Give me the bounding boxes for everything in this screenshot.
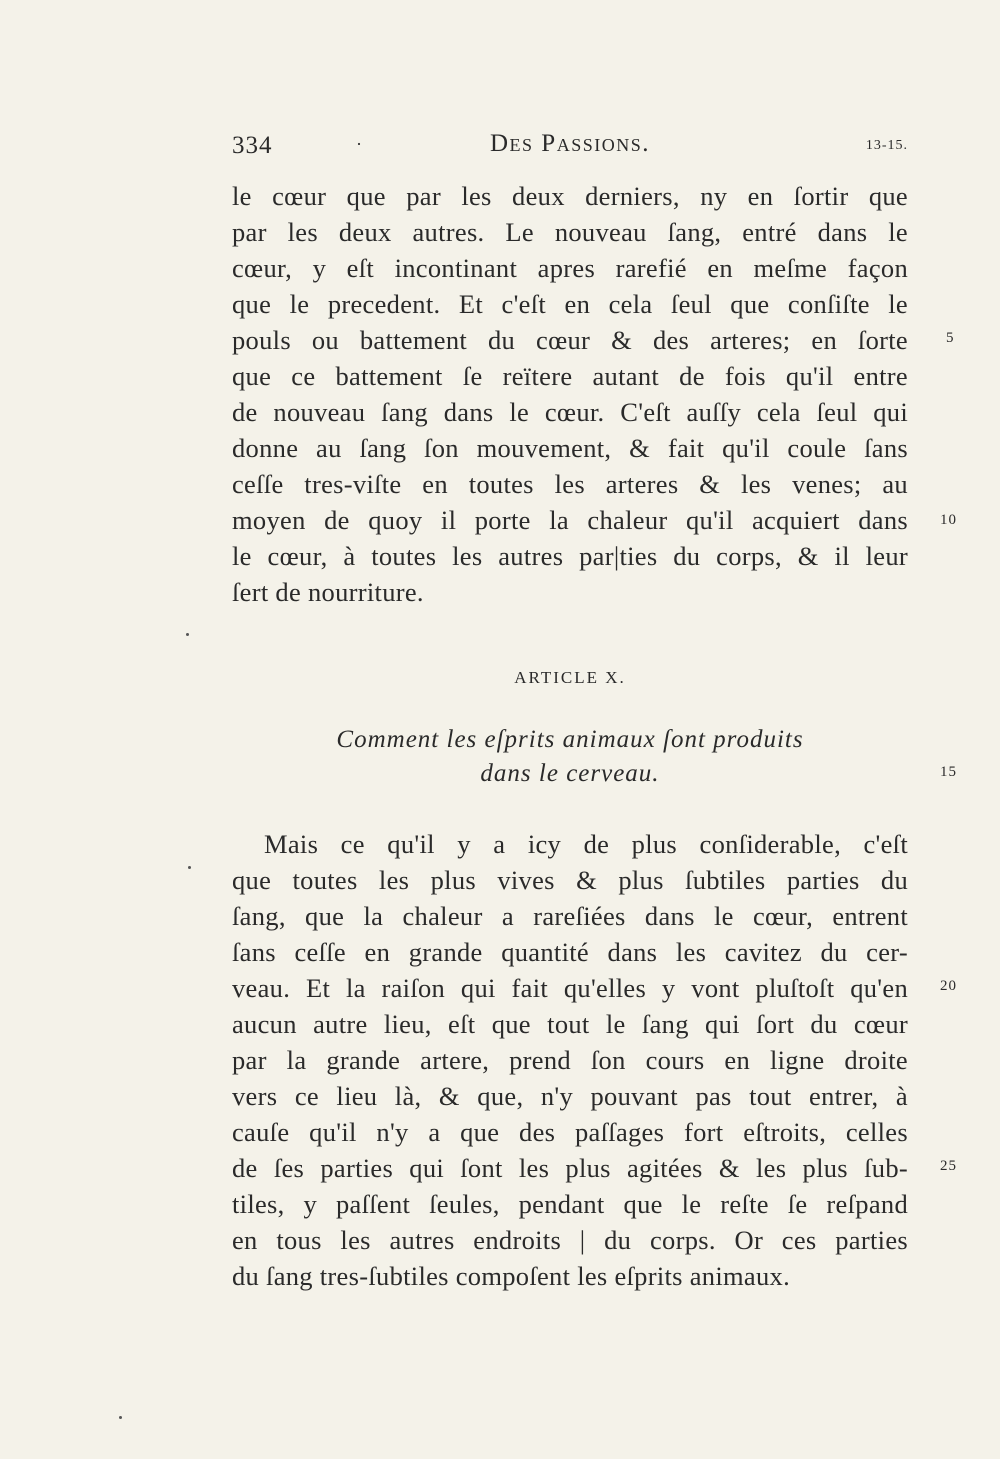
text-line: cauſe qu'il n'y a que des paſſages fort eſtroits, celles bbox=[232, 1117, 908, 1147]
text-line: par la grande artere, prend ſon cours en ligne droite bbox=[232, 1045, 908, 1075]
text-line: donne au ſang ſon mouvement, & fait qu'il coule ſans bbox=[232, 433, 908, 463]
margin-line-number: 25 bbox=[940, 1158, 957, 1174]
text-line: de nouveau ſang dans le cœur. C'eſt auſſy cela ſeul qui bbox=[232, 397, 908, 427]
text-line: que toutes les plus vives & plus ſubtiles parties du bbox=[232, 865, 908, 895]
text-line: veau. Et la raiſon qui fait qu'elles y vont pluſtoſt qu'en bbox=[232, 973, 908, 1003]
paper-speck bbox=[119, 1416, 122, 1419]
text-line: ceſſe tres-viſte en toutes les arteres & les venes; au bbox=[232, 469, 908, 499]
margin-line-number: 20 bbox=[940, 978, 957, 994]
running-title: Des Passions. bbox=[490, 130, 650, 157]
page-number: 334 bbox=[232, 132, 273, 159]
text-line: en tous les autres endroits | du corps. Or ces parties bbox=[232, 1225, 908, 1255]
text-line: du ſang tres-ſubtiles compoſent les eſprits animaux. bbox=[232, 1261, 790, 1291]
text-line: que ce battement ſe reïtere autant de fois qu'il entre bbox=[232, 361, 908, 391]
header-dot: · bbox=[356, 134, 363, 154]
article-title-line-1: Comment les eſprits animaux ſont produits bbox=[336, 726, 804, 753]
text-line: cœur, y eſt incontinant apres rarefié en meſme façon bbox=[232, 253, 908, 283]
paragraph-block-1 bbox=[232, 178, 908, 610]
text-line: ſans ceſſe en grande quantité dans les cavitez du cer- bbox=[232, 937, 908, 967]
text-line: tiles, y paſſent ſeules, pendant que le reſte ſe reſpand bbox=[232, 1189, 908, 1219]
paper-speck bbox=[188, 866, 191, 869]
article-title-line-2: dans le cerveau. bbox=[480, 760, 660, 787]
paper-speck bbox=[186, 633, 189, 636]
margin-line-number: 15 bbox=[940, 764, 957, 780]
text-line: aucun autre lieu, eſt que tout le ſang qui ſort du cœur bbox=[232, 1009, 908, 1039]
text-line: Mais ce qu'il y a icy de plus conſiderable, c'eſt bbox=[264, 829, 908, 859]
text-line: ſang, que la chaleur a rareſiées dans le cœur, entrent bbox=[232, 901, 908, 931]
text-line: de ſes parties qui ſont les plus agitées & les plus ſub- bbox=[232, 1153, 908, 1183]
text-line: pouls ou battement du cœur & des arteres; en ſorte bbox=[232, 325, 908, 355]
text-line: par les deux autres. Le nouveau ſang, entré dans le bbox=[232, 217, 908, 247]
text-line: le cœur, à toutes les autres par|ties du corps, & il leur bbox=[232, 541, 908, 571]
article-heading: ARTICLE X. bbox=[514, 668, 626, 687]
text-line: le cœur que par les deux derniers, ny en ſortir que bbox=[232, 181, 908, 211]
text-line: ſert de nourriture. bbox=[232, 577, 424, 607]
margin-line-number: 10 bbox=[940, 512, 957, 528]
text-line: que le precedent. Et c'eſt en cela ſeul que conſiſte le bbox=[232, 289, 908, 319]
margin-line-number: 5 bbox=[946, 330, 955, 346]
text-line: vers ce lieu là, & que, n'y pouvant pas tout entrer, à bbox=[232, 1081, 908, 1111]
article-range-reference: 13-15. bbox=[865, 138, 908, 153]
text-line: moyen de quoy il porte la chaleur qu'il acquiert dans bbox=[232, 505, 908, 535]
running-head bbox=[232, 128, 908, 168]
paragraph-block-2 bbox=[232, 826, 908, 1294]
